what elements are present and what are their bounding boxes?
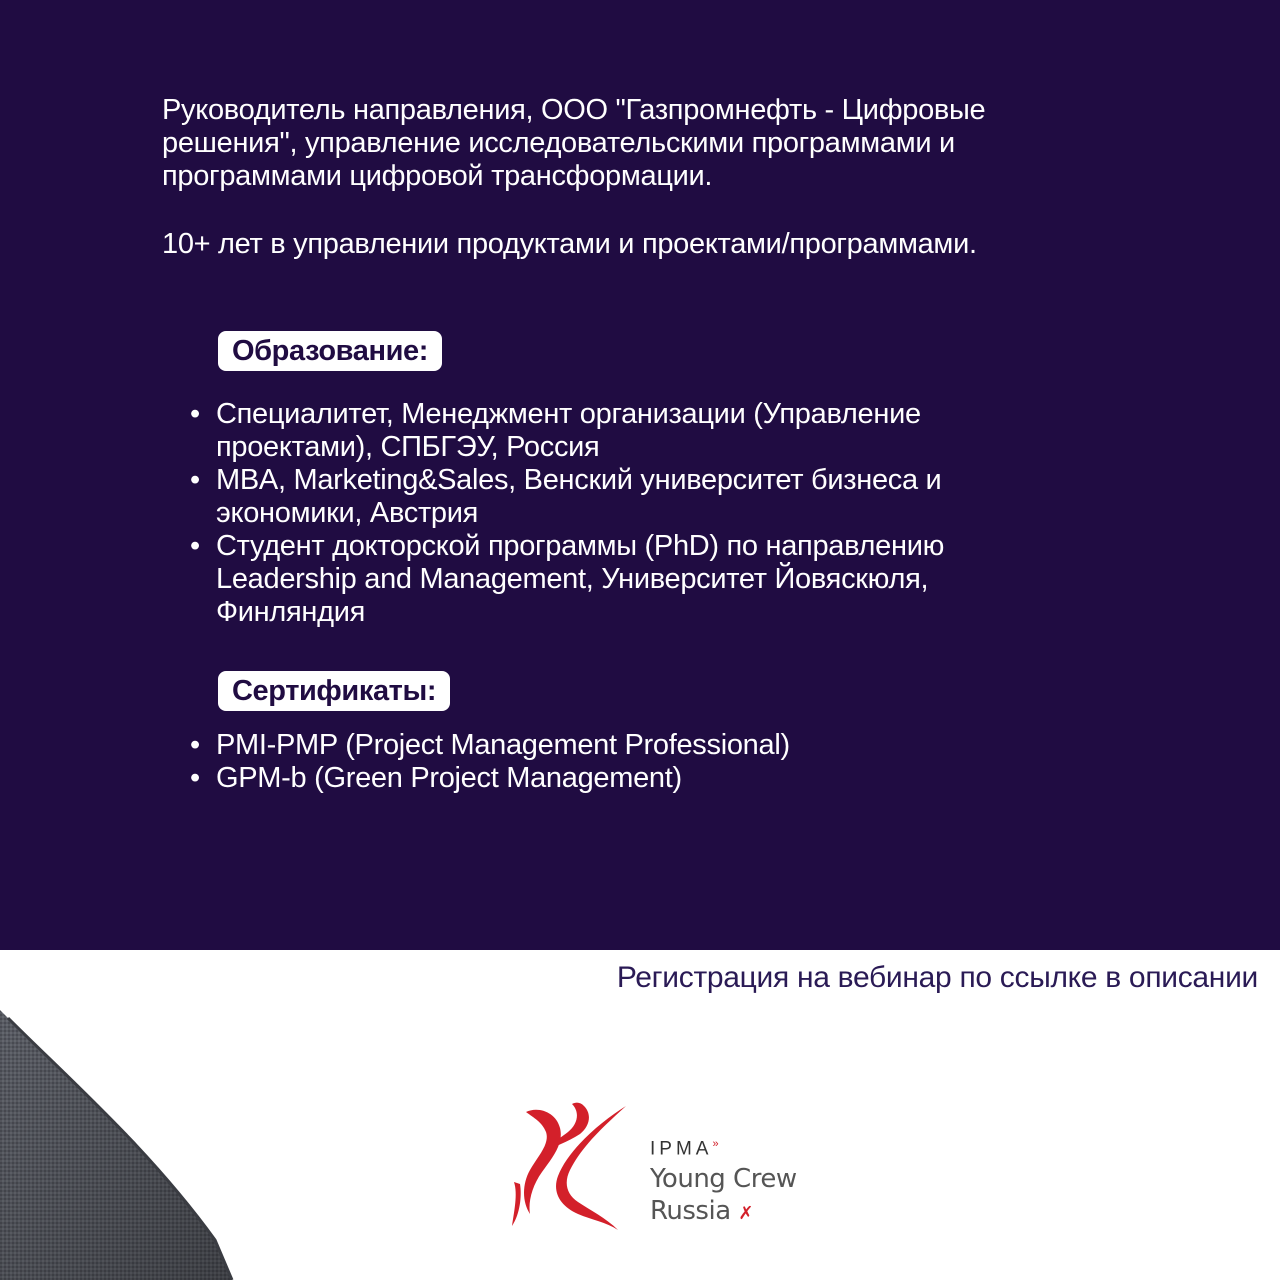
- bullet-icon: •: [190, 398, 200, 430]
- education-item-line: Студент докторской программы (PhD) по направлению: [216, 530, 945, 562]
- bullet-icon: •: [190, 464, 200, 496]
- certificate-label: PMI-PMP (Project Management Professional): [216, 729, 790, 761]
- education-item-line: Специалитет, Менеджмент организации (Управление: [216, 398, 921, 430]
- education-item-line: экономики, Австрия: [216, 497, 479, 529]
- position-line-1: Руководитель направления, ООО "Газпромнефть - Цифровые: [162, 94, 986, 126]
- young-crew-logo-icon: [508, 1098, 638, 1238]
- bullet-icon: •: [190, 762, 200, 794]
- ipma-label: [650, 1138, 719, 1160]
- education-item: [190, 398, 1096, 464]
- experience-text: 10+ лет в управлении продуктами и проектами/программами.: [162, 228, 977, 260]
- chevron-right-icon: »: [712, 1138, 719, 1150]
- russia-label: [650, 1196, 753, 1226]
- education-item-line: Leadership and Management, Университет Йовяскюля,: [216, 563, 929, 595]
- position-line-2: решения", управление исследовательскими программами и: [162, 127, 955, 159]
- position-description: [162, 94, 1162, 193]
- registration-note: Регистрация на вебинар по ссылке в описании: [616, 961, 1258, 994]
- education-item: [190, 464, 1096, 530]
- certificate-item: [190, 729, 1096, 762]
- certificates-heading: Сертификаты:: [218, 671, 450, 711]
- ipma-text: IPMA: [650, 1138, 713, 1160]
- education-heading: Образование:: [218, 331, 442, 371]
- education-list: [190, 398, 1096, 629]
- fabric-decoration: [0, 1010, 240, 1280]
- certificate-item: [190, 762, 1096, 795]
- position-line-3: программами цифровой трансформации.: [162, 160, 713, 192]
- bullet-icon: •: [190, 729, 200, 761]
- certificates-list: [190, 729, 1096, 795]
- russia-text: Russia: [650, 1196, 731, 1226]
- education-item-line: Финляндия: [216, 596, 366, 628]
- certificate-label: GPM-b (Green Project Management): [216, 762, 682, 794]
- bullet-icon: •: [190, 530, 200, 562]
- education-item-line: MBA, Marketing&Sales, Венский университет бизнеса и: [216, 464, 942, 496]
- education-item-line: проектами), СПБГЭУ, Россия: [216, 431, 600, 463]
- education-item: [190, 530, 1096, 629]
- logo-mini-icon: ✗: [738, 1203, 753, 1224]
- young-crew-label: Young Crew: [650, 1164, 797, 1194]
